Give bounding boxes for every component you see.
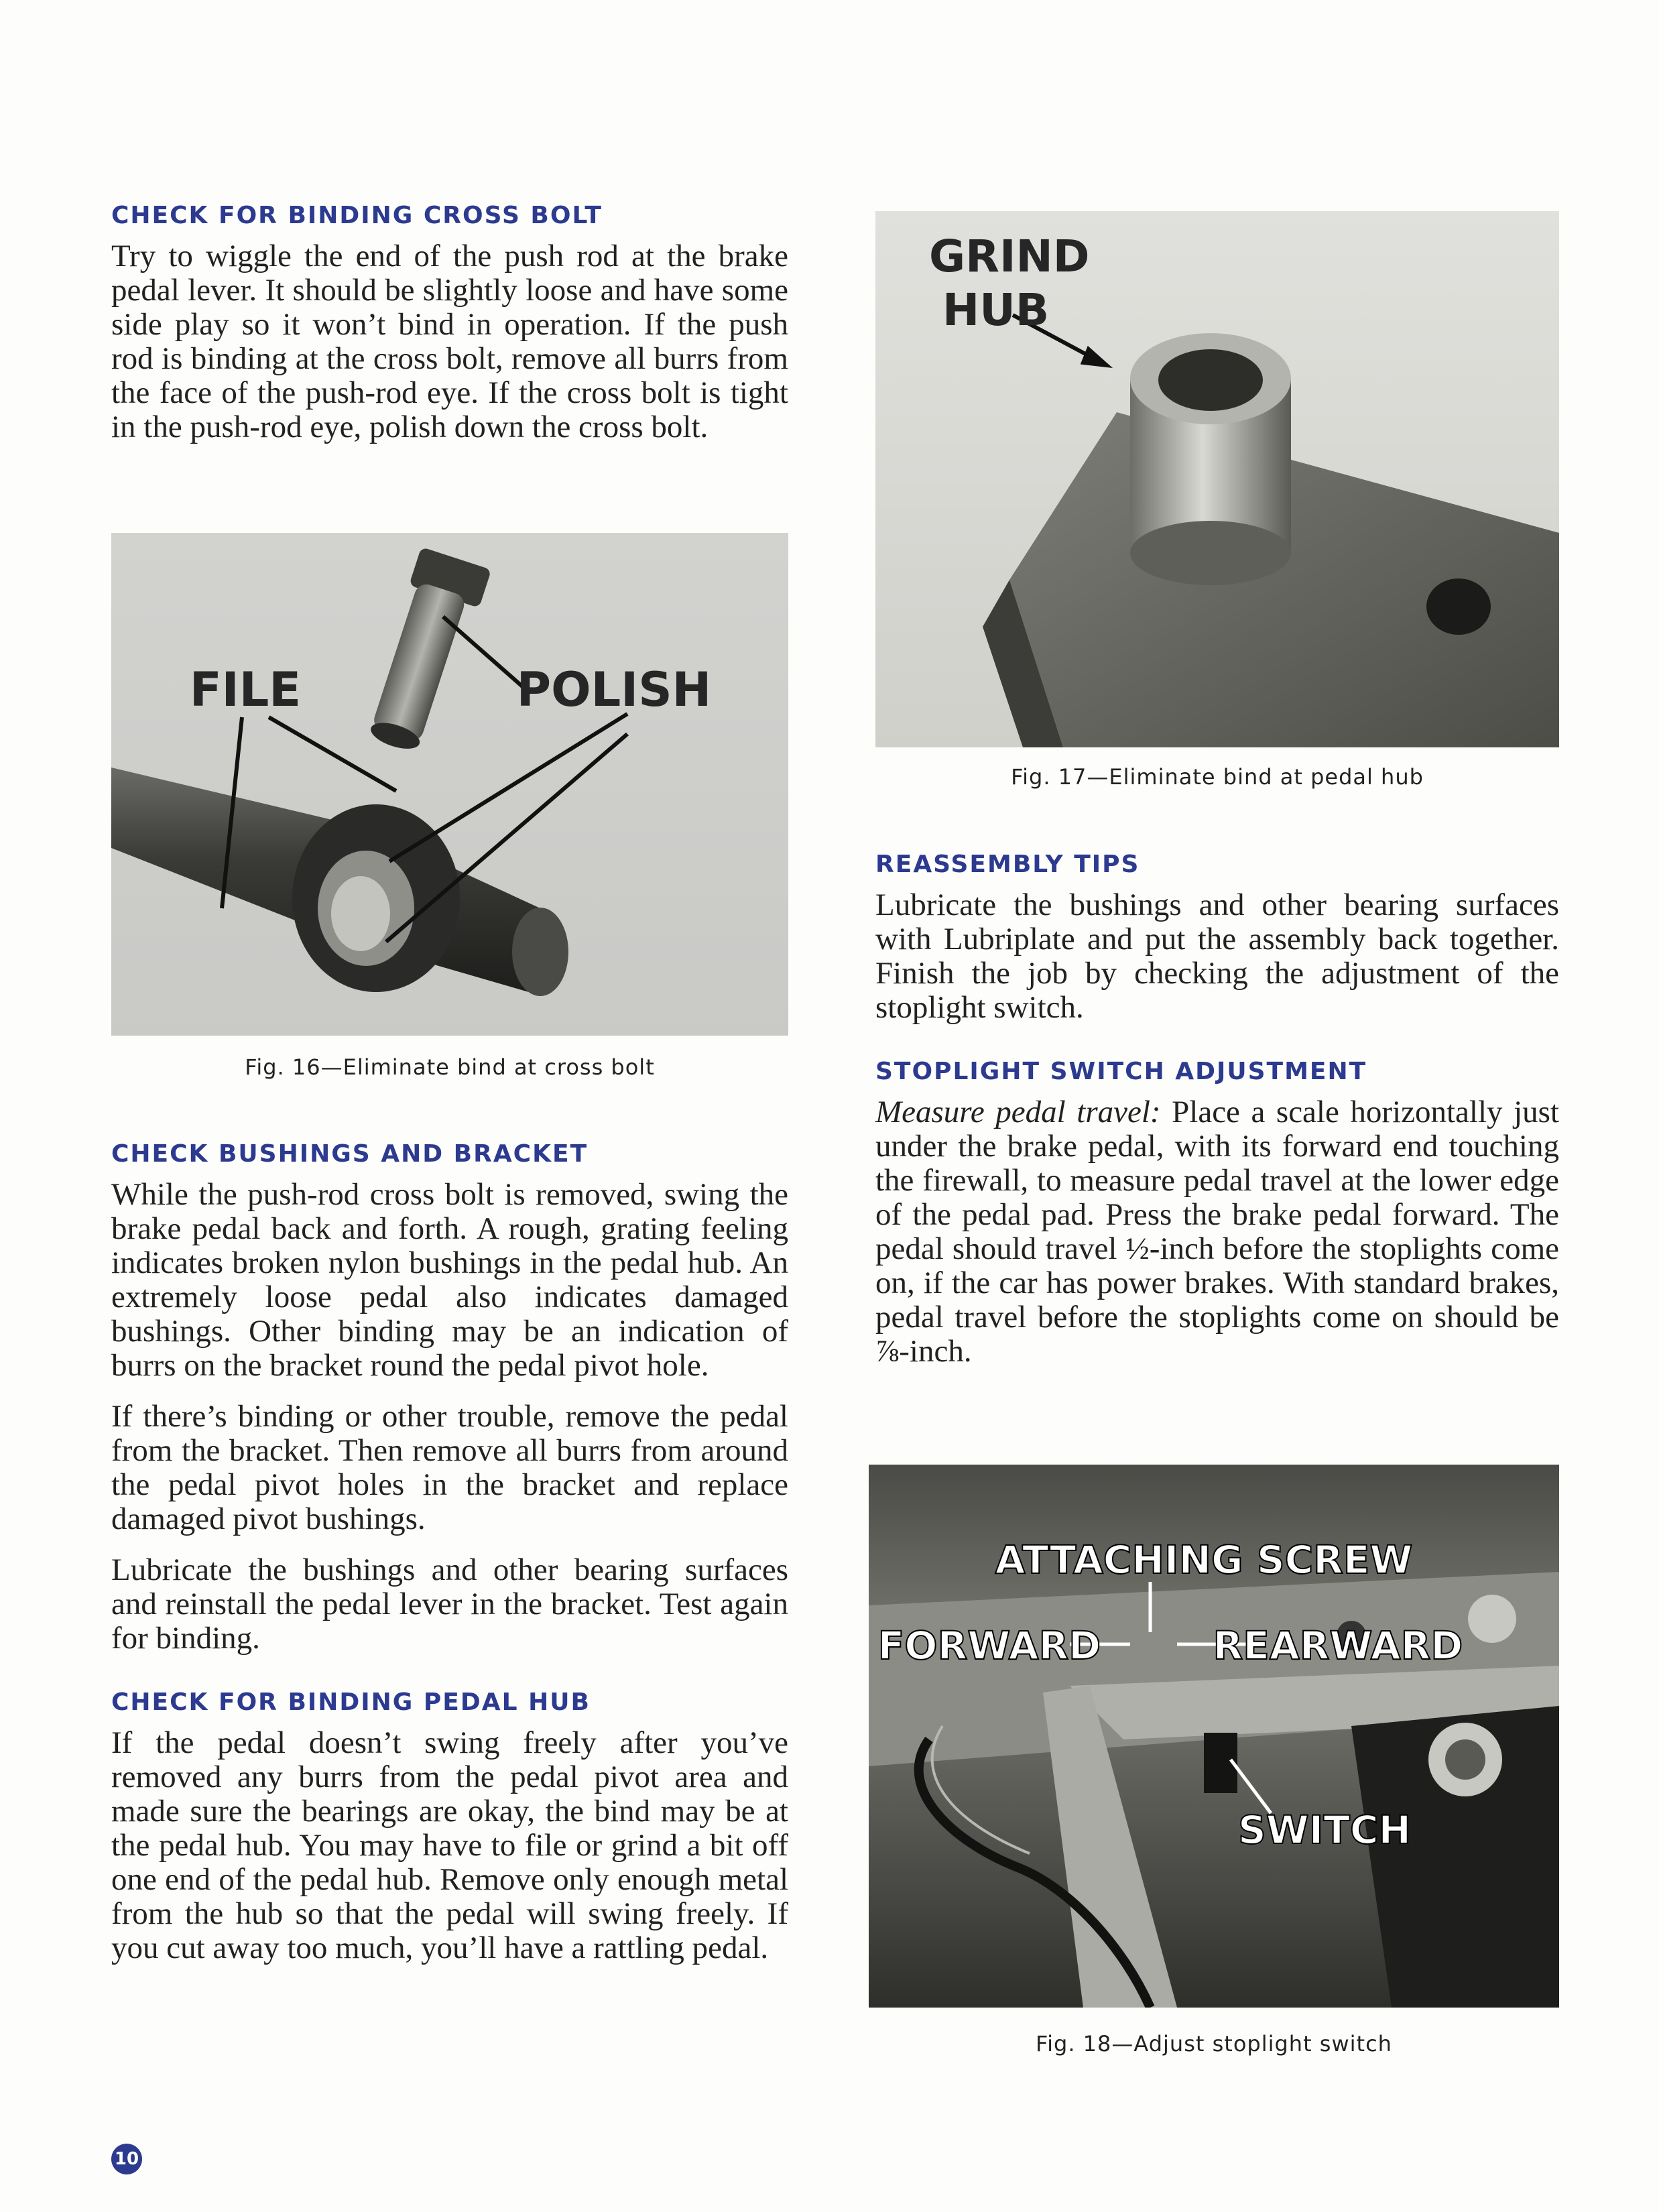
fig18-label-rearward: REARWARD <box>1213 1623 1463 1668</box>
paragraph-pedal-hub: If the pedal doesn’t swing freely after you’ve removed any burrs from the pedal pivot area and made sure the bearings are okay, the bind may be at the pedal hub. You may have to file or grind a bit off one end of the pedal hub. Remove only enough metal from the hub so that the pedal will swing freely. If you cut away too much, you’ll have a rattling pedal. <box>111 1725 788 1966</box>
heading-check-binding-pedal-hub: CHECK FOR BINDING PEDAL HUB <box>111 1688 591 1717</box>
fig18-caption: Fig. 18—Adjust stoplight switch <box>1036 2031 1392 2056</box>
fig18-label-attaching-screw: ATTACHING SCREW <box>995 1537 1413 1583</box>
heading-stoplight-switch-adjustment: STOPLIGHT SWITCH ADJUSTMENT <box>875 1058 1367 1086</box>
fig17-label-hub: HUB <box>942 284 1050 336</box>
fig16-label-polish: POLISH <box>516 662 712 717</box>
fig17-label-grind: GRIND <box>929 231 1090 282</box>
paragraph-stoplight <box>875 1095 1559 1369</box>
paragraph-bushings-2: If there’s binding or other trouble, remove the pedal from the bracket. Then remove all burrs from around the pedal pivot holes in the bracket and replace damaged pivot bushings. <box>111 1399 788 1537</box>
heading-check-binding-cross-bolt: CHECK FOR BINDING CROSS BOLT <box>111 202 603 229</box>
heading-check-bushings-bracket: CHECK BUSHINGS AND BRACKET <box>111 1140 589 1168</box>
heading-reassembly-tips: REASSEMBLY TIPS <box>875 851 1140 878</box>
fig16-photo <box>111 533 788 1036</box>
fig18-label-switch: SWITCH <box>1238 1807 1411 1853</box>
left-column <box>111 201 788 444</box>
fig17-caption: Fig. 17—Eliminate bind at pedal hub <box>1011 764 1424 790</box>
fig17-photo <box>875 211 1559 747</box>
paragraph-bushings-3: Lubricate the bushings and other bearing surfaces and reinstall the pedal lever in the bracket. Test again for binding. <box>111 1552 788 1656</box>
left-column-lower <box>111 1140 788 1965</box>
page-number: 10 <box>111 2144 142 2174</box>
paragraph-reassembly: Lubricate the bushings and other bearing surfaces with Lubriplate and put the assembly back together. Finish the job by checking the adjustment of the stoplight switch. <box>875 887 1559 1026</box>
stoplight-body: Place a scale horizontally just under the brake pedal, with its forward end touching the firewall, to measure pedal travel at the lower edge of the pedal pad. Press the brake pedal forward. The pedal should travel ½-inch before the stoplights come on, if the car has power brakes. With standard brakes, pedal travel before the stoplights come on should be ⅞-inch. <box>875 1095 1559 1369</box>
stoplight-lead: Measure pedal travel: <box>875 1095 1161 1130</box>
paragraph-bushings-1: While the push-rod cross bolt is removed, swing the brake pedal back and forth. A rough, grating feeling indicates broken nylon bushings in the pedal hub. An extremely loose pedal also indicates damaged bushings. Other binding may be an indication of burrs on the bracket round the pedal pivot hole. <box>111 1177 788 1384</box>
fig18-label-forward: FORWARD <box>877 1623 1101 1668</box>
paragraph-cross-bolt: Try to wiggle the end of the push rod at the brake pedal lever. It should be slightly loose and have some side play so it won’t bind in operation. If the push rod is binding at the cross bolt, remove all burrs from the face of the push-rod eye. If the cross bolt is tight in the push-rod eye, polish down the cross bolt. <box>111 239 788 445</box>
fig18-photo <box>869 1465 1559 2008</box>
right-column-text <box>875 850 1559 1369</box>
fig16-label-file: FILE <box>189 662 302 717</box>
fig16-caption: Fig. 16—Eliminate bind at cross bolt <box>245 1054 655 1080</box>
